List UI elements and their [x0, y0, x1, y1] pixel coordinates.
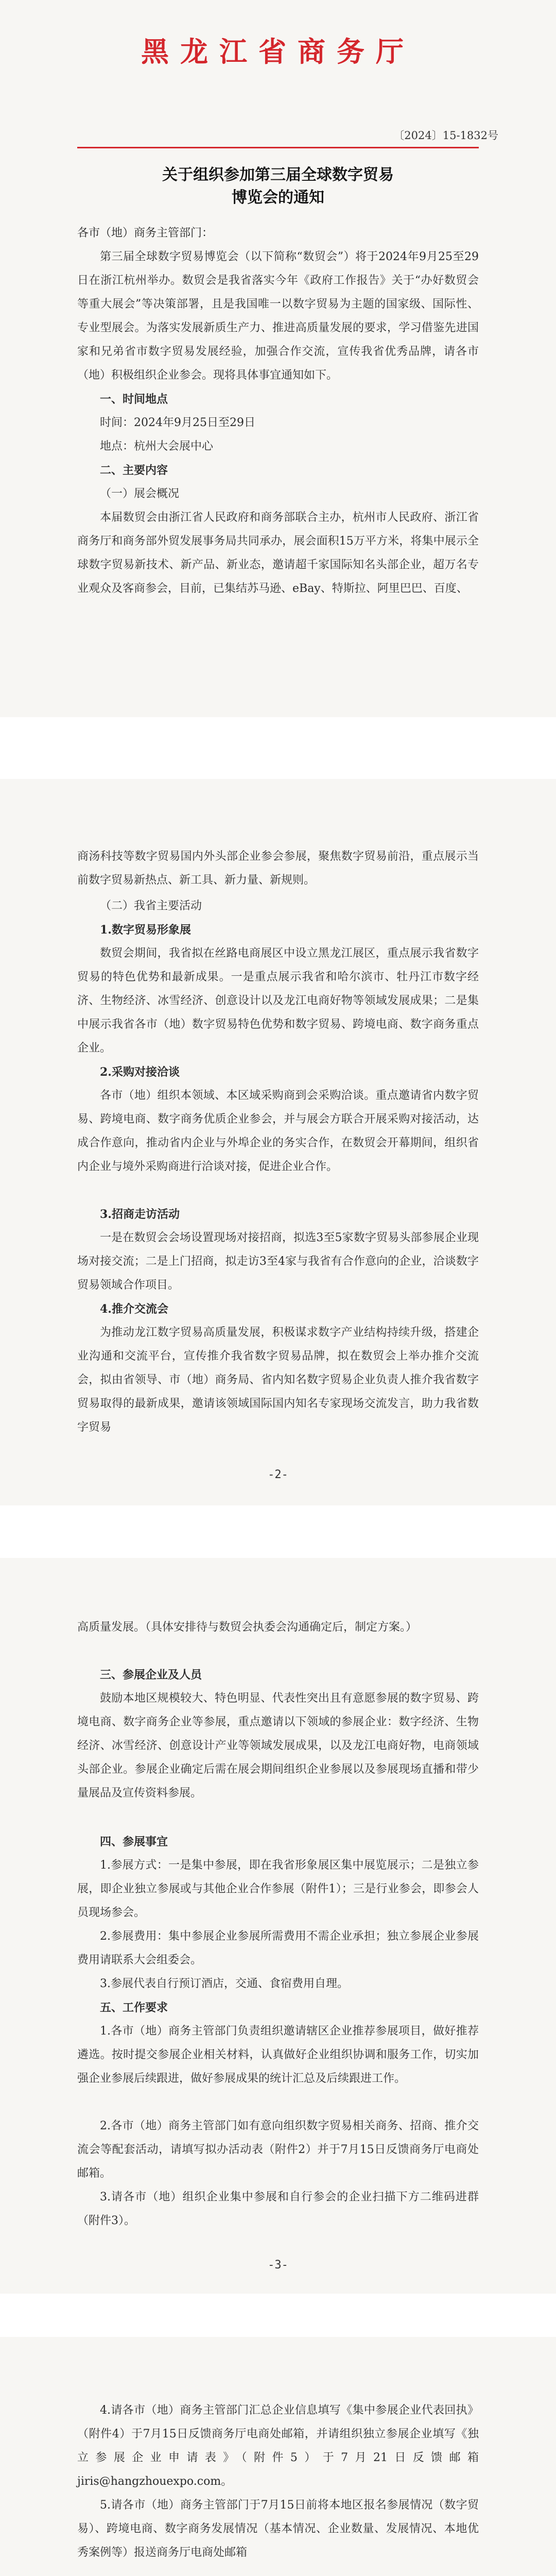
org-letterhead-title: 黑龙江省商务厅	[141, 35, 415, 68]
document-page-4	[0, 2337, 556, 2576]
document-number: 〔2024〕15-1832号	[393, 129, 498, 142]
activity-2-title: 2.采购对接洽谈	[100, 1065, 180, 1079]
overview-continuation: 商汤科技等数字贸易国内外头部企业参会参展，聚焦数字贸易前沿，重点展示当前数字贸易新热点、新工具、新力量、新规则。	[77, 850, 479, 887]
activity-4-text: 为推动龙江数字贸易高质量发展，积极谋求数字产业结构持续升级，搭建企业沟通和交流平台，宣传推介我省数字贸易品牌，拟在数贸会上举办推介交流会，拟由省领导、市（地）商务局、省内知名数字贸易企业负责人推介我省数字贸易取得的最新成果，邀请该领域国际国内知名专家现场交流发言，助力我省数字贸易	[77, 1326, 479, 1434]
section-5-item-5: 5.请各市（地）商务主管部门于7月15日前将本地区报名参展情况（数字贸易）、跨境电商、数字商务发展情况（基本情况、企业数量、发展情况、本地优秀案例等）报送商务厅电商处邮箱	[77, 2499, 479, 2559]
section-5-item-4: 4.请各市（地）商务主管部门汇总企业信息填写《集中参展企业代表回执》（附件4）于7月15日反馈商务厅电商处邮箱，并请组织独立参展企业填写《独立参展企业申请表》（附件5）于7月21日反馈邮箱jiris@hangzhouexpo.com。	[77, 2404, 479, 2488]
activity-4-continuation: 高质量发展。（具体安排待与数贸会执委会沟通确定后，制定方案。）	[77, 1621, 418, 1634]
document-page-2	[0, 779, 556, 1505]
section-3-text: 鼓励本地区规模较大、特色明显、代表性突出且有意愿参展的数字贸易、跨境电商、数字商务企业等参展，重点邀请以下领域的参展企业：数字经济、生物经济、冰雪经济、创意设计产业等领域发展成果，以及龙江电商好物，电商领域头部企业。参展企业确定后需在展会期间组织企业参展以及参展现场直播和带少量展品及宣传资料参展。	[77, 1692, 479, 1800]
document-page-3	[0, 1558, 556, 2294]
page-number-3: -3-	[268, 2259, 288, 2272]
section-4-item-1: 1.参展方式：一是集中参展，即在我省形象展区集中展览展示；二是独立参展，即企业独立参展或与其他企业合作参展（附件1）；三是行业参会，即参会人员现场参会。	[77, 1859, 479, 1919]
activity-3-title: 3.招商走访活动	[100, 1208, 180, 1221]
activity-2-text: 各市（地）组织本领域、本区域采购商到会采购洽谈。重点邀请省内数字贸易、跨境电商、数字商务优质企业参会，并与展会方联合开展采购对接活动，达成合作意向，推动省内企业与外埠企业的务实合作，在数贸会开幕期间，组织省内企业与境外采购商进行洽谈对接，促进企业合作。	[77, 1089, 479, 1173]
intro-paragraph: 第三届全球数字贸易博览会（以下简称“数贸会”）将于2024年9月25至29日在浙江杭州举办。数贸会是我省落实今年《政府工作报告》关于“办好数贸会等重大展会”等决策部署，且是我国唯一以数字贸易为主题的国家级、国际性、专业型展会。为落实发展新质生产力、推进高质量发展的要求，学习借鉴先进国家和兄弟省市数字贸易发展经验，加强合作交流，宣传我省优秀品牌，请各市（地）积极组织企业参会。现将具体事宜通知如下。	[77, 250, 479, 382]
section-4-item-2: 2.参展费用：集中参展企业参展所需费用不需企业承担；独立参展企业参展费用请联系大会组委会。	[77, 1930, 479, 1967]
activity-1-text: 数贸会期间，我省拟在丝路电商展区中设立黑龙江展区，重点展示我省数字贸易的特色优势和最新成果。一是重点展示我省和哈尔滨市、牡丹江市数字经济、生物经济、冰雪经济、创意设计以及龙江电商好物等领域发展成果；二是集中展示我省各市（地）数字贸易特色优势和数字贸易、跨境电商、数字商务重点企业。	[77, 947, 479, 1055]
activity-3-text: 一是在数贸会会场设置现场对接招商，拟选3至5家数字贸易头部参展企业现场对接交流；二是上门招商，拟走访3至4家与我省有合作意向的企业，洽谈数字贸易领域合作项目。	[77, 1231, 479, 1292]
section-1-place: 地点：杭州大会展中心	[100, 440, 214, 453]
addressee: 各市（地）商务主管部门：	[77, 227, 214, 240]
red-header-rule	[77, 147, 479, 148]
section-5-heading: 五、工作要求	[100, 2001, 168, 2014]
activity-4-title: 4.推介交流会	[100, 1302, 168, 1316]
document-title-line-2: 博览会的通知	[232, 189, 324, 207]
section-1-time: 时间：2024年9月25日至29日	[100, 416, 255, 429]
section-1-heading: 一、时间地点	[100, 393, 168, 406]
section-2-subheading-1: （一）展会概况	[100, 487, 180, 500]
section-5-item-1: 1.各市（地）商务主管部门负责组织邀请辖区企业推荐参展项目，做好推荐遴选。按时提交参展企业相关材料，认真做好企业组织协调和服务工作，切实加强企业参展后续跟进，做好参展成果的统计汇总及后续跟进工作。	[77, 2025, 479, 2085]
document-title	[0, 164, 556, 209]
section-4-heading: 四、参展事宜	[100, 1835, 168, 1849]
section-3-heading: 三、参展企业及人员	[100, 1668, 202, 1682]
section-4-item-3: 3.参展代表自行预订酒店，交通、食宿费用自理。	[100, 1977, 349, 1990]
activity-1-title: 1.数字贸易形象展	[100, 923, 191, 937]
document-title-line-1: 关于组织参加第三届全球数字贸易	[162, 166, 394, 184]
section-5-item-3: 3.请各市（地）组织企业集中参展和自行参会的企业扫描下方二维码进群（附件3）。	[77, 2191, 479, 2227]
page-number-2: -2-	[268, 1468, 288, 1481]
document-page-1	[0, 0, 556, 717]
overview-paragraph: 本届数贸会由浙江省人民政府和商务部联合主办，杭州市人民政府、浙江省商务厅和商务部外贸发展事务局共同承办，展会面积15万平方米，将集中展示全球数字贸易新技术、新产品、新业态，邀请超千家国际知名头部企业，超万名专业观众及客商参会，目前，已集结苏马逊、eBay、特斯拉、阿里巴巴、百度、	[77, 511, 479, 595]
section-2-subheading-2: （二）我省主要活动	[100, 900, 202, 912]
section-5-item-2: 2.各市（地）商务主管部门如有意向组织数字贸易相关商务、招商、推介交流会等配套活动，请填写拟办活动表（附件2）并于7月15日反馈商务厅电商处邮箱。	[77, 2120, 479, 2180]
section-2-heading: 二、主要内容	[100, 464, 168, 477]
